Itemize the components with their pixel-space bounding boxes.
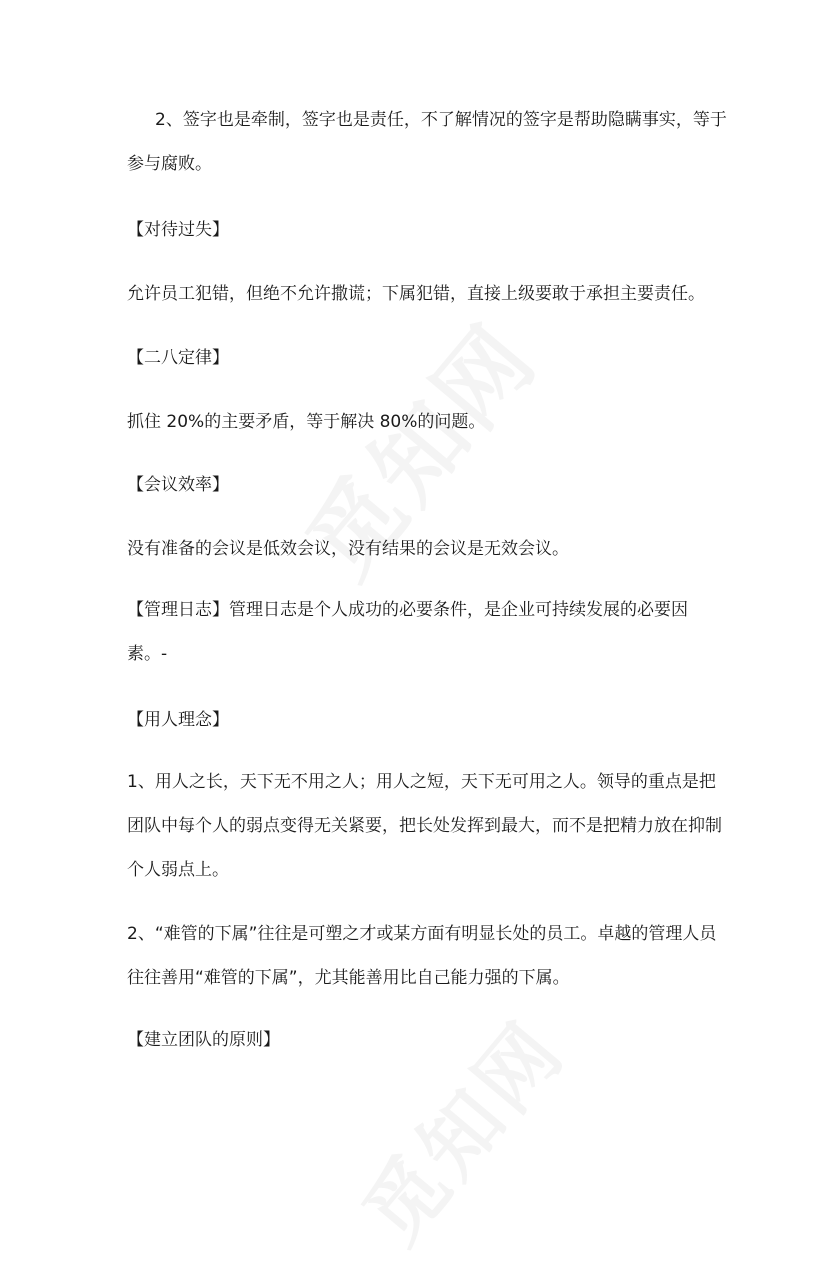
paragraph-meeting-efficiency: 没有准备的会议是低效会议，没有结果的会议是无效会议。 bbox=[127, 539, 569, 559]
heading-team-building-principles: 【建立团队的原则】 bbox=[127, 1030, 280, 1050]
paragraph-management-log: 【管理日志】管理日志是个人成功的必要条件，是企业可持续发展的必要因素。- bbox=[127, 600, 688, 664]
heading-meeting-efficiency: 【会议效率】 bbox=[127, 475, 229, 495]
heading-handling-mistakes: 【对待过失】 bbox=[127, 220, 229, 240]
heading-80-20-rule: 【二八定律】 bbox=[127, 348, 229, 368]
paragraph-employment-point-2: 2、“难管的下属”往往是可塑之才或某方面有明显长处的员工。卓越的管理人员往往善用“难管的下属”，尤其能善用比自己能力强的下属。 bbox=[127, 924, 717, 988]
paragraph-signature-responsibility: 2、签字也是牵制，签字也是责任，不了解情况的签字是帮助隐瞒事实，等于参与腐败。 bbox=[127, 110, 727, 174]
paragraph-employment-point-1: 1、用人之长，天下无不用之人；用人之短，天下无可用之人。领导的重点是把团队中每个人的弱点变得无关紧要，把长处发挥到最大，而不是把精力放在抑制个人弱点上。 bbox=[127, 772, 722, 880]
heading-employment-philosophy: 【用人理念】 bbox=[127, 710, 229, 730]
paragraph-80-20-rule: 抓住 20%的主要矛盾，等于解决 80%的问题。 bbox=[127, 412, 486, 432]
paragraph-handling-mistakes: 允许员工犯错，但绝不允许撒谎；下属犯错，直接上级要敢于承担主要责任。 bbox=[127, 284, 705, 304]
